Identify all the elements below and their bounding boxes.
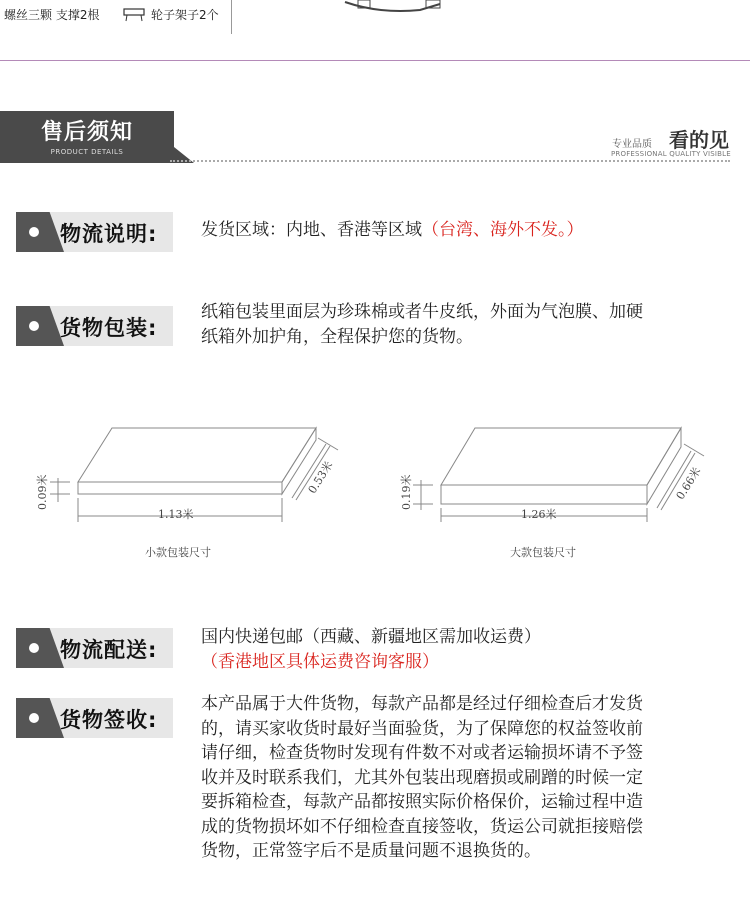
signing-line: 的，请买家收货时最好当面验货，为了保障您的权益签收前	[201, 718, 643, 739]
large-depth-label: 0.66米	[673, 464, 704, 502]
signing-line: 要拆箱检查，每款产品都按照实际价格保价，运输过程中造	[201, 792, 643, 812]
signing-line: 成的货物损坏如不仔细检查直接签收，货运公司就拒接赔偿	[201, 816, 643, 837]
delivery-label: 物流配送:	[60, 638, 158, 662]
signing-text	[201, 692, 643, 864]
signing-line: 请仔细，检查货物时发现有件数不对或者运输损坏请不予签	[201, 743, 643, 763]
quality-sub-text: PROFESSIONAL QUALITY VISIBLE	[611, 150, 731, 158]
accessory-text-2: 轮子架子2个	[151, 8, 219, 22]
small-height-label: 0.09米	[36, 474, 49, 510]
packaging-line-2: 纸箱外加护角，全程保护您的货物。	[201, 326, 473, 347]
tag-marker	[16, 628, 64, 668]
logistics-tag	[16, 212, 173, 252]
bullet-icon	[29, 713, 39, 723]
delivery-text	[201, 625, 541, 674]
package-diagrams	[0, 410, 750, 570]
small-caption: 小款包装尺寸	[145, 546, 211, 559]
box-drawings	[0, 410, 750, 540]
divider	[231, 0, 232, 34]
signing-line: 本产品属于大件货物，每款产品都是经过仔细检查后才发货	[201, 694, 643, 714]
packaging-line-1: 纸箱包装里面层为珍珠棉或者牛皮纸，外面为气泡膜、加硬	[201, 302, 643, 322]
section-title: 售后须知	[40, 120, 133, 145]
tag-marker	[16, 698, 64, 738]
small-depth-label: 0.53米	[305, 458, 336, 496]
logistics-text	[201, 218, 584, 243]
product-sketch	[340, 0, 450, 20]
bullet-icon	[29, 227, 39, 237]
signing-label: 货物签收:	[60, 708, 158, 732]
packaging-tag	[16, 306, 173, 346]
delivery-tag	[16, 628, 173, 668]
logistics-main: 发货区域：内地、香港等区域	[201, 220, 422, 240]
logistics-label: 物流说明:	[60, 222, 158, 246]
bullet-icon	[29, 321, 39, 331]
wheel-frame-icon	[123, 6, 145, 26]
large-length-label: 1.26米	[521, 508, 557, 521]
quality-small-text: 专业品质	[612, 139, 652, 150]
section-subtitle: PRODUCT DETAILS	[50, 148, 124, 156]
packaging-text	[201, 300, 643, 349]
section-divider	[0, 60, 750, 61]
small-length-label: 1.13米	[158, 508, 194, 521]
tag-marker	[16, 306, 64, 346]
large-caption: 大款包装尺寸	[510, 546, 576, 559]
delivery-line-2: （香港地区具体运费咨询客服）	[201, 651, 439, 672]
top-strip	[0, 0, 750, 34]
signing-tag	[16, 698, 173, 738]
packaging-label: 货物包装:	[60, 316, 158, 340]
signing-line: 收并及时联系我们，尤其外包装出现磨损或刷蹭的时候一定	[201, 767, 643, 788]
dotted-rule	[170, 160, 730, 162]
bullet-icon	[29, 643, 39, 653]
logistics-note: （台湾、海外不发。）	[422, 220, 584, 240]
accessory-text-1: 螺丝三颗 支撑2根	[4, 8, 100, 22]
tag-marker	[16, 212, 64, 252]
signing-line: 货物，正常签字后不是质量问题不退换货的。	[201, 841, 541, 861]
quality-big-text: 看的见	[669, 128, 729, 152]
large-height-label: 0.19米	[400, 474, 413, 510]
delivery-line-1: 国内快递包邮（西藏、新疆地区需加收运费）	[201, 627, 541, 647]
